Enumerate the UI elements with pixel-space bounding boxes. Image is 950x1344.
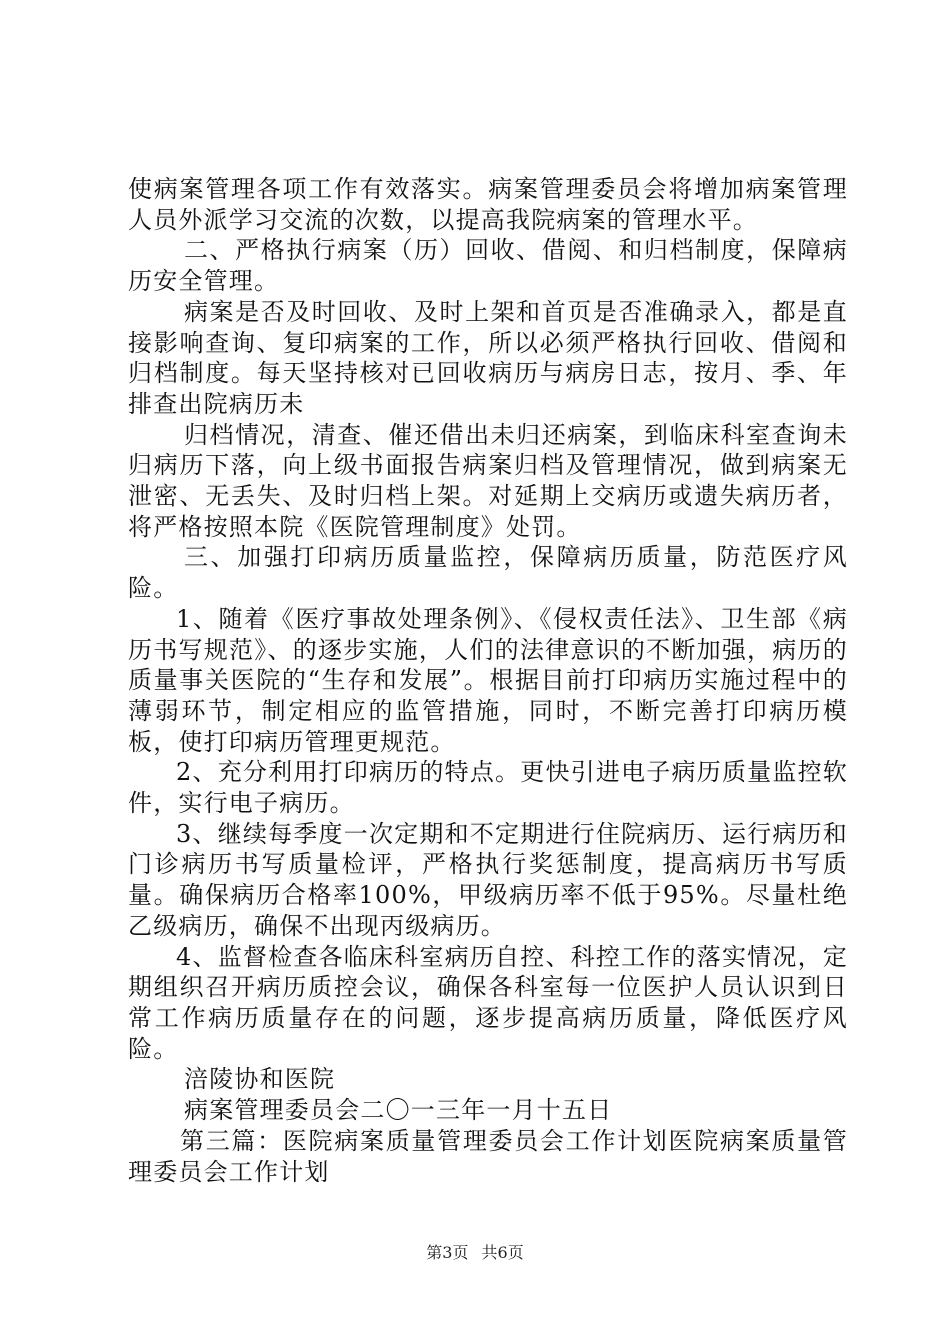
signature-date: 病案管理委员会二〇一三年一月十五日 bbox=[184, 1096, 613, 1125]
next-chapter-title: 第三篇：医院病案质量管理委员会工作计划医院病案质量管理委员会工作计划 bbox=[128, 1126, 848, 1186]
paragraph-continuation: 使病案管理各项工作有效落实。病案管理委员会将增加病案管理人员外派学习交流的次数，以提高我院病案的管理水平。 bbox=[128, 175, 848, 234]
document-body bbox=[128, 174, 848, 1187]
section-heading-3: 三、加强打印病历质量监控，保障病历质量，防范医疗风险。 bbox=[128, 543, 848, 603]
list-item-3: 3、继续每季度一次定期和不定期进行住院病历、运行病历和门诊病历书写质量检评，严格执行奖惩制度，提高病历书写质量。确保病历合格率100%，甲级病历率不低于95%。尽量杜绝乙级病历，确保不出现丙级病历。 bbox=[128, 819, 848, 940]
page-number: 第3页 bbox=[426, 1243, 469, 1262]
paragraph: 归档情况，清查、催还借出未归还病案，到临床科室查询未归病历下落，向上级书面报告病案归档及管理情况，做到病案无泄密、无丢失、及时归档上架。对延期上交病历或遗失病历者，将严格按照本院《医院管理制度》处罚。 bbox=[128, 420, 848, 541]
page-footer bbox=[0, 1243, 950, 1263]
list-item-2: 2、充分利用打印病历的特点。更快引进电子病历质量监控软件，实行电子病历。 bbox=[128, 758, 848, 818]
list-item-4: 4、监督检查各临床科室病历自控、科控工作的落实情况，定期组织召开病历质控会议，确保各科室每一位医护人员认识到日常工作病历质量存在的问题，逐步提高病历质量，降低医疗风险。 bbox=[128, 942, 848, 1063]
paragraph: 病案是否及时回收、及时上架和首页是否准确录入，都是直接影响查询、复印病案的工作，所以必须严格执行回收、借阅和归档制度。每天坚持核对已回收病历与病房日志，按月、季、年排查出院病历未 bbox=[128, 297, 848, 418]
list-item-1: 1、随着《医疗事故处理条例》、《侵权责任法》、卫生部《病历书写规范》、的逐步实施，人们的法律意识的不断加强，病历的质量事关医院的“生存和发展”。根据目前打印病历实施过程中的薄弱环节，制定相应的监管措施，同时，不断完善打印病历模板，使打印病历管理更规范。 bbox=[128, 604, 848, 756]
section-heading-2: 二、严格执行病案（历）回收、借阅、和归档制度，保障病历安全管理。 bbox=[128, 236, 848, 296]
page-total: 共6页 bbox=[481, 1243, 524, 1262]
signature-organization: 涪陵协和医院 bbox=[184, 1065, 336, 1094]
